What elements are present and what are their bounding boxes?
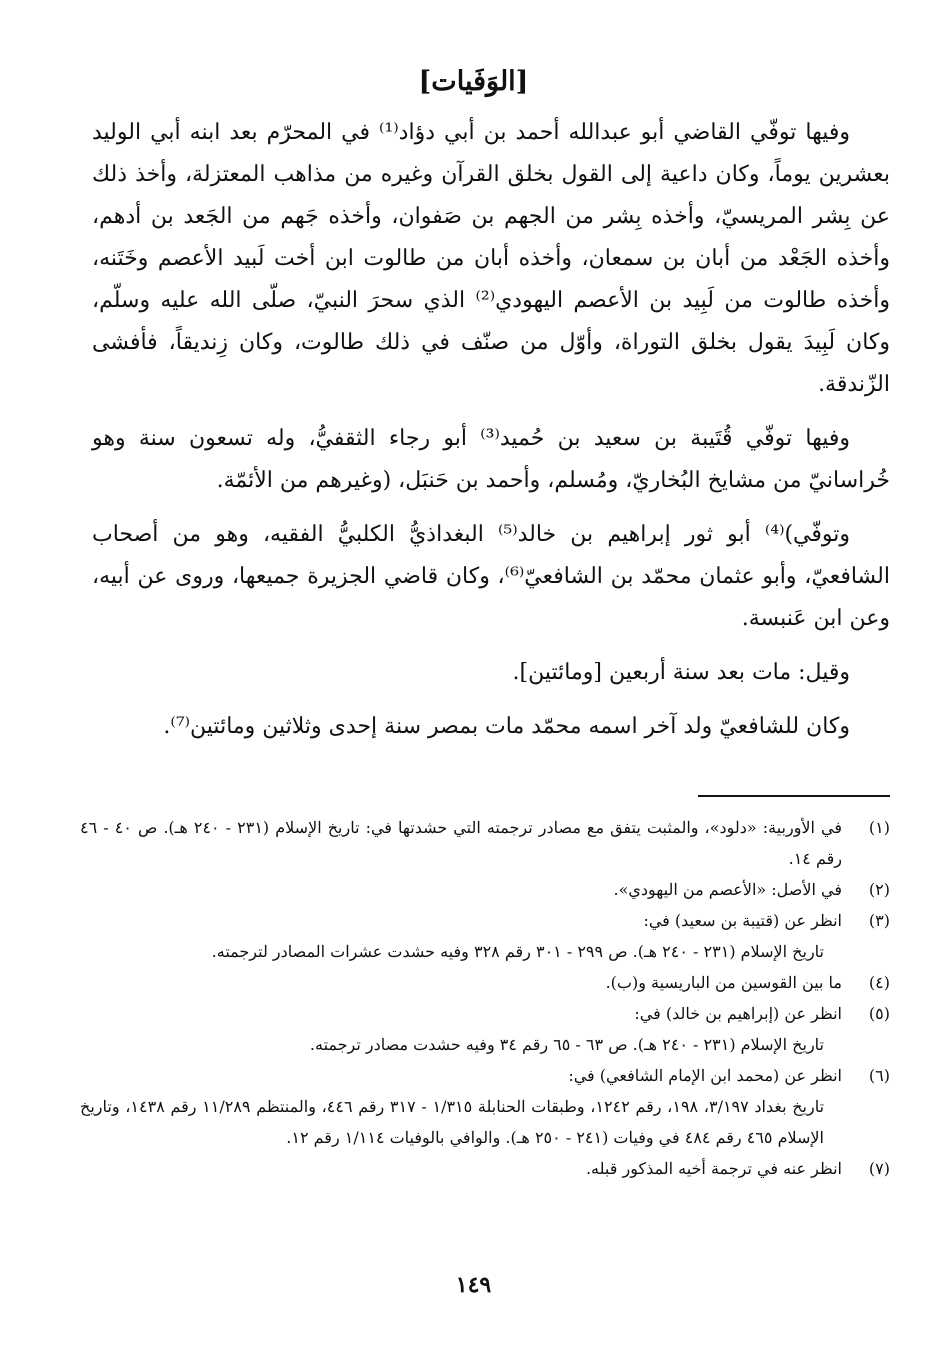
footnote-number: (٥) (868, 1004, 890, 1023)
footnote-number: (٢) (868, 880, 890, 899)
footnote-text: ما بين القوسين من الباريسية و(ب). (605, 973, 842, 992)
footnote-body (80, 998, 842, 1060)
footnote-number: (٦) (868, 1066, 890, 1085)
paragraph: وفيها توفّي القاضي أبو عبدالله أحمد بن أبي دؤاد⁽¹⁾ في المحرّم بعد ابنه أبي الوليد بعشرين يوماً، وكان داعية إلى القول بخلق القرآن وغيره من مذاهب المعتزلة، وأخذ ذلك عن بِشر المريسيّ، وأخذه بِشر من الجهم بن صَفوان، وأخذه جَهم من الجَعد بن أدهم، وأخذه الجَعْد من أبان بن سمعان، وأخذه أبان من طالوت ابن أخت لَبيد الأعصم وخَتَنه، وأخذه طالوت من لَبِيد بن الأعصم اليهودي⁽²⁾ الذي سحرَ النبيّ، صلّى الله عليه وسلّم، وكان لَبِيدَ يقول بخلق التوراة، وأوّل من صنّف في ذلك طالوت، وكان زِنديقاً، فأفشى الزّندقة. (92, 120, 890, 397)
footnote (80, 874, 890, 905)
footnote-body (80, 905, 842, 967)
footnote-number: (٣) (868, 911, 890, 930)
footnote (80, 812, 890, 874)
page-number: ١٤٩ (455, 1272, 492, 1298)
footnote-text: انظر عنه في ترجمة أخيه المذكور قبله. (585, 1159, 842, 1178)
footnote (80, 1060, 890, 1153)
footnote-text: انظر عن (محمد ابن الإمام الشافعي) في: (568, 1066, 842, 1085)
footnote (80, 998, 890, 1060)
footnote-number: (٤) (868, 973, 890, 992)
footnote (80, 1153, 890, 1184)
footnote-number: (١) (868, 818, 890, 837)
footnotes (80, 812, 890, 1184)
footnote-text: في الأصل: «الأعصم من اليهودي». (613, 880, 842, 899)
footnote-body (80, 1060, 842, 1153)
footnote-separator (698, 795, 890, 797)
footnote (80, 967, 890, 998)
paragraph: وتوفّي)⁽⁴⁾ أبو ثور إبراهيم بن خالد⁽⁵⁾ البغداذيُّ الكلبيُّ الفقيه، وهو من أصحاب الشافعيّ، وأبو عثمان محمّد بن الشافعيّ⁽⁶⁾، وكان قاضي الجزيرة جميعها، وروى عن أبيه، وعن ابن عَنبسة. (92, 522, 890, 631)
paragraph: وكان للشافعيّ ولد آخر اسمه محمّد مات بمصر سنة إحدى وثلاثين ومائتين⁽⁷⁾. (163, 714, 850, 739)
footnote-text: انظر عن (قتيبة بن سعيد) في: (643, 911, 842, 930)
footnote-source: تاريخ الإسلام (٢٣١ - ٢٤٠ هـ). ص ٦٣ - ٦٥ رقم ٣٤ وفيه حشدت مصادر ترجمته. (309, 1035, 824, 1054)
footnote-text: انظر عن (إبراهيم بن خالد) في: (634, 1004, 842, 1023)
footnote-source: تاريخ الإسلام (٢٣١ - ٢٤٠ هـ). ص ٢٩٩ - ٣٠١ رقم ٣٢٨ وفيه حشدت عشرات المصادر لترجمته. (211, 942, 824, 961)
footnote-number: (٧) (868, 1159, 890, 1178)
section-title: [الوَفَيات] (418, 66, 529, 97)
main-text (92, 112, 890, 760)
paragraph: وفيها توفّي قُتَيبة بن سعيد بن حُميد⁽³⁾ أبو رجاء الثقفيُّ، وله تسعون سنة وهو خُراسانيّ من مشايخ البُخاريّ، ومُسلم، وأحمد بن حَنبَل، (وغيرهم من الأئمّة. (92, 426, 890, 493)
paragraph: وقيل: مات بعد سنة أربعين [ومائتين]. (512, 660, 850, 685)
footnote (80, 905, 890, 967)
footnote-source: تاريخ بغداد ٣/١٩٧، ١٩٨، رقم ١٢٤٢، وطبقات الحنابلة ١/٣١٥ - ٣١٧ رقم ٤٤٦، والمنتظم ١١/٢٨٩ رقم ١٤٣٨، وتاريخ الإسلام ٤٦٥ رقم ٤٨٤ في وفيات (٢٤١ - ٢٥٠ هـ). والوافي بالوفيات ١/١١٤ رقم ١٢. (80, 1097, 825, 1147)
footnote-text: في الأوربية: «دلود»، والمثبت يتفق مع مصادر ترجمته التي حشدتها في: تاريخ الإسلام (٢٣١ - ٢٤٠ هـ). ص ٤٠ - ٤٦ رقم ١٤. (80, 818, 843, 868)
